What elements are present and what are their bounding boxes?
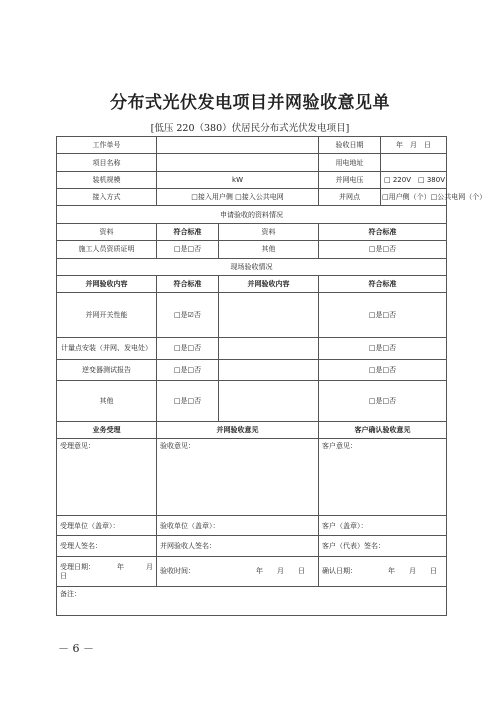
form-title: 分布式光伏发电项目并网验收意见单 bbox=[110, 93, 390, 113]
business-date-year: 年 bbox=[117, 563, 124, 572]
onsite-col-standard-2: 符合标准 bbox=[319, 275, 447, 292]
onsite-header-row bbox=[57, 275, 447, 292]
col-business: 业务受理 bbox=[57, 421, 157, 438]
power-address-label: 用电地址 bbox=[319, 154, 381, 171]
business-opinion-field[interactable]: 受理意见： bbox=[57, 439, 157, 516]
opinions-header-row bbox=[57, 421, 447, 438]
row-capacity bbox=[57, 171, 447, 188]
work-no-field[interactable] bbox=[157, 137, 319, 154]
material-qualification-check[interactable]: □是□否 bbox=[157, 241, 219, 258]
row-work-no bbox=[57, 137, 447, 154]
onsite-item-check-2[interactable]: □是□否 bbox=[319, 338, 447, 359]
material-other: 其他 bbox=[219, 241, 319, 258]
capacity-label: 装机规模 bbox=[57, 171, 157, 188]
opinions-body-row bbox=[57, 439, 447, 516]
onsite-item-name-2[interactable] bbox=[219, 293, 319, 338]
row-access-mode bbox=[57, 189, 447, 206]
business-date-month: 月 bbox=[146, 563, 153, 572]
onsite-item-check-2[interactable]: □是□否 bbox=[319, 381, 447, 422]
onsite-item-name: 计量点安装（并网、发电处） bbox=[57, 338, 157, 359]
business-date-line bbox=[60, 563, 153, 571]
grid-date-label: 验收时间： bbox=[160, 567, 195, 576]
project-name-label: 项目名称 bbox=[57, 154, 157, 171]
onsite-section-row bbox=[57, 258, 447, 275]
customer-sign-field[interactable]: 客户（代表）签名： bbox=[319, 536, 447, 556]
accept-date-field[interactable]: 年 月 日 bbox=[381, 137, 447, 154]
onsite-col-standard: 符合标准 bbox=[157, 275, 219, 292]
onsite-item-name: 逆变器测试报告 bbox=[57, 359, 157, 380]
grid-unit-field[interactable]: 验收单位（盖章）： bbox=[157, 515, 319, 535]
grid-date-field[interactable] bbox=[157, 556, 319, 587]
material-qualification: 施工人员资质证明 bbox=[57, 241, 157, 258]
grid-sign-field[interactable]: 并网验收人签名： bbox=[157, 536, 319, 556]
business-sign-field[interactable]: 受理人签名： bbox=[57, 536, 157, 556]
onsite-col-content: 并网验收内容 bbox=[57, 275, 157, 292]
remarks-row bbox=[57, 587, 447, 616]
access-mode-label: 接入方式 bbox=[57, 189, 157, 206]
opinions-unit-row bbox=[57, 515, 447, 535]
onsite-section-title: 现场验收情况 bbox=[57, 258, 447, 275]
customer-date-line bbox=[322, 567, 443, 575]
page-number: － 6 － bbox=[58, 642, 94, 655]
remarks-field[interactable]: 备注： bbox=[57, 587, 447, 616]
grid-date-value: 年 月 日 bbox=[256, 567, 306, 576]
materials-col-material: 资料 bbox=[57, 223, 157, 240]
access-mode-options[interactable]: □接入用户侧 □接入公共电网 bbox=[157, 189, 319, 206]
project-name-field[interactable] bbox=[157, 154, 319, 171]
opinions-sign-row bbox=[57, 536, 447, 556]
row-project-name bbox=[57, 154, 447, 171]
power-address-field[interactable] bbox=[381, 154, 447, 171]
grid-opinion-field[interactable]: 验收意见： bbox=[157, 439, 319, 516]
onsite-item-name: 并网开关性能 bbox=[57, 293, 157, 338]
grid-date-line bbox=[160, 567, 315, 575]
onsite-item-name-2[interactable] bbox=[219, 359, 319, 380]
materials-header-row bbox=[57, 223, 447, 240]
onsite-item-check[interactable]: □是□否 bbox=[157, 359, 219, 380]
onsite-item-check-2[interactable]: □是□否 bbox=[319, 293, 447, 338]
business-unit-field[interactable]: 受理单位（盖章）： bbox=[57, 515, 157, 535]
onsite-col-content-2: 并网验收内容 bbox=[219, 275, 319, 292]
materials-col-standard-2: 符合标准 bbox=[319, 223, 447, 240]
customer-opinion-field[interactable]: 客户意见： bbox=[319, 439, 447, 516]
onsite-item-check[interactable]: □是□否 bbox=[157, 338, 219, 359]
customer-date-label: 确认日期： bbox=[322, 567, 358, 576]
onsite-item-row bbox=[57, 338, 447, 359]
material-other-check[interactable]: □是□否 bbox=[319, 241, 447, 258]
onsite-item-row bbox=[57, 359, 447, 380]
onsite-item-row bbox=[57, 293, 447, 338]
form-subtitle: [低压 220（380）伏居民分布式光伏发电项目] bbox=[150, 123, 350, 134]
capacity-field[interactable]: kW bbox=[157, 171, 319, 188]
materials-row bbox=[57, 241, 447, 258]
onsite-item-check-2[interactable]: □是□否 bbox=[319, 359, 447, 380]
customer-unit-field[interactable]: 客户（盖章）： bbox=[319, 515, 447, 535]
opinions-date-row bbox=[57, 556, 447, 587]
customer-date-value: 年 月 日 bbox=[388, 567, 438, 576]
business-date-day: 日 bbox=[60, 571, 67, 580]
business-date-label: 受理日期： bbox=[60, 563, 95, 572]
onsite-item-check[interactable]: □是□否 bbox=[157, 381, 219, 422]
col-customer-opinion: 客户确认验收意见 bbox=[319, 421, 447, 438]
onsite-item-name: 其他 bbox=[57, 381, 157, 422]
grid-point-options[interactable]: □用户侧（个）□公共电网（个） bbox=[381, 189, 447, 206]
col-grid-opinion: 并网验收意见 bbox=[157, 421, 319, 438]
grid-voltage-label: 并网电压 bbox=[319, 171, 381, 188]
onsite-item-check[interactable]: □是☑否 bbox=[157, 293, 219, 338]
work-no-label: 工作单号 bbox=[57, 137, 157, 154]
customer-date-field[interactable] bbox=[319, 556, 447, 587]
accept-date-label: 验收日期 bbox=[319, 137, 381, 154]
grid-voltage-options[interactable]: □ 220V □ 380V bbox=[381, 171, 447, 188]
onsite-item-name-2[interactable] bbox=[219, 338, 319, 359]
grid-point-label: 并网点 bbox=[319, 189, 381, 206]
business-date-field[interactable] bbox=[57, 556, 157, 587]
materials-section-row bbox=[57, 206, 447, 223]
onsite-item-name-2[interactable] bbox=[219, 381, 319, 422]
materials-col-material-2: 资料 bbox=[219, 223, 319, 240]
materials-col-standard: 符合标准 bbox=[157, 223, 219, 240]
materials-section-title: 申请验收的资料情况 bbox=[57, 206, 447, 223]
acceptance-form-table bbox=[56, 136, 487, 616]
onsite-item-row bbox=[57, 381, 447, 422]
